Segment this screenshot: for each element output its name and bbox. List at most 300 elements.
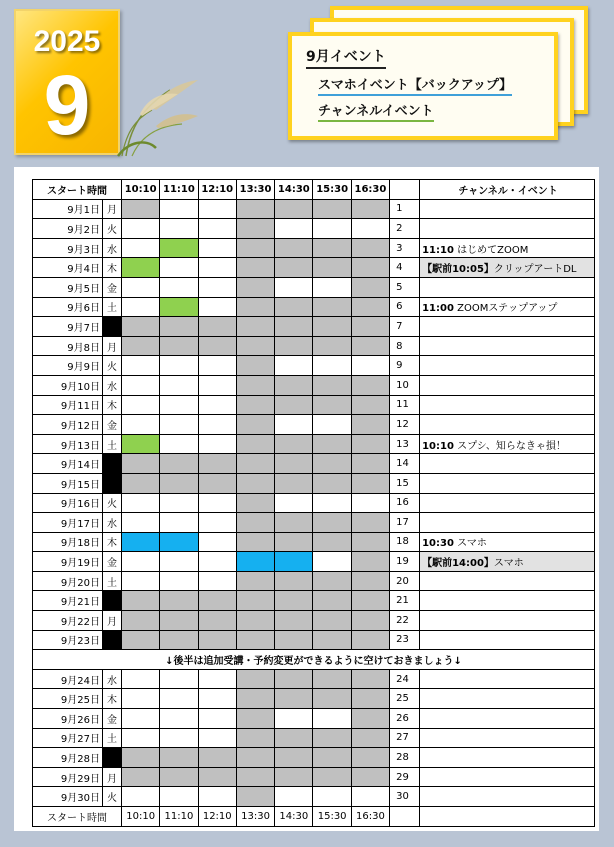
time-slot-cell[interactable] (275, 219, 313, 239)
event-footer (420, 807, 595, 827)
time-slot-cell[interactable] (351, 728, 389, 748)
time-slot-cell[interactable] (122, 532, 160, 552)
event-time: 10:30 (422, 538, 454, 550)
time-slot-cell[interactable] (275, 787, 313, 807)
table-row (33, 767, 595, 787)
time-slot-cell[interactable] (198, 434, 236, 454)
time-slot-cell[interactable] (351, 219, 389, 239)
time-slot-cell[interactable] (122, 473, 160, 493)
time-slot-cell[interactable] (236, 591, 274, 611)
time-slot-cell[interactable] (275, 767, 313, 787)
time-slot-cell[interactable] (275, 630, 313, 650)
day-number-cell: 7 (390, 317, 420, 337)
time-slot-cell[interactable] (236, 748, 274, 768)
time-slot-cell[interactable] (122, 630, 160, 650)
time-slot-cell[interactable] (275, 748, 313, 768)
time-slot-cell[interactable] (122, 493, 160, 513)
time-slot-cell[interactable] (198, 669, 236, 689)
time-slot-cell[interactable] (198, 709, 236, 729)
time-slot-cell[interactable] (198, 787, 236, 807)
note-card-front (288, 32, 558, 140)
time-slot-cell[interactable] (351, 336, 389, 356)
time-slot-cell[interactable] (236, 571, 274, 591)
table-row (33, 493, 595, 513)
time-slot-cell[interactable] (198, 454, 236, 474)
time-slot-cell[interactable] (313, 238, 351, 258)
time-slot-cell[interactable] (198, 611, 236, 631)
time-slot-cell[interactable] (122, 689, 160, 709)
event-time: 10:10 (422, 440, 454, 452)
time-slot-cell[interactable] (160, 395, 198, 415)
day-number-cell: 26 (390, 709, 420, 729)
notice-text: ↓後半は追加受講・予約変更ができるように空けておきましょう↓ (33, 650, 595, 670)
time-slot-cell[interactable] (236, 258, 274, 278)
time-slot-cell[interactable] (236, 317, 274, 337)
time-slot-cell[interactable] (198, 532, 236, 552)
event-text: はじめてZOOM (453, 244, 529, 256)
event-cell (420, 199, 595, 219)
time-slot-cell[interactable] (122, 277, 160, 297)
time-slot-cell[interactable] (351, 630, 389, 650)
time-slot-cell[interactable] (160, 787, 198, 807)
time-slot-cell[interactable] (313, 219, 351, 239)
event-cell (420, 787, 595, 807)
time-slot-cell[interactable] (122, 434, 160, 454)
time-slot-cell[interactable] (198, 336, 236, 356)
time-slot-cell[interactable] (275, 591, 313, 611)
time-slot-cell[interactable] (275, 199, 313, 219)
time-slot-cell[interactable] (236, 454, 274, 474)
month-badge (14, 9, 120, 155)
time-slot-cell[interactable] (160, 199, 198, 219)
time-header: 13:30 (236, 180, 274, 200)
time-slot-cell[interactable] (122, 611, 160, 631)
time-slot-cell[interactable] (160, 728, 198, 748)
time-slot-cell[interactable] (236, 611, 274, 631)
time-slot-cell[interactable] (313, 611, 351, 631)
event-text: スプシ、知らなきゃ損！ (453, 440, 566, 452)
time-slot-cell[interactable] (313, 336, 351, 356)
time-slot-cell[interactable] (198, 630, 236, 650)
time-slot-cell[interactable] (122, 238, 160, 258)
time-slot-cell[interactable] (198, 317, 236, 337)
date-cell: 9月13日 (33, 434, 103, 454)
time-slot-cell[interactable] (351, 591, 389, 611)
time-slot-cell[interactable] (313, 395, 351, 415)
time-slot-cell[interactable] (313, 513, 351, 533)
time-slot-cell[interactable] (313, 787, 351, 807)
time-footer: 11:10 (160, 807, 198, 827)
time-slot-cell[interactable] (236, 669, 274, 689)
time-slot-cell[interactable] (236, 787, 274, 807)
time-slot-cell[interactable] (275, 689, 313, 709)
time-slot-cell[interactable] (351, 375, 389, 395)
time-slot-cell[interactable] (313, 493, 351, 513)
time-slot-cell[interactable] (275, 297, 313, 317)
time-slot-cell[interactable] (313, 532, 351, 552)
time-slot-cell[interactable] (313, 473, 351, 493)
time-slot-cell[interactable] (313, 630, 351, 650)
time-slot-cell[interactable] (198, 689, 236, 709)
time-slot-cell[interactable] (275, 375, 313, 395)
time-slot-cell[interactable] (198, 356, 236, 376)
weekday-cell: 火 (103, 219, 122, 239)
event-cell (420, 689, 595, 709)
time-slot-cell[interactable] (160, 336, 198, 356)
time-slot-cell[interactable] (275, 434, 313, 454)
time-slot-cell[interactable] (122, 669, 160, 689)
time-slot-cell[interactable] (198, 395, 236, 415)
weekday-cell: 水 (103, 513, 122, 533)
note-title: 9月イベント (306, 46, 386, 69)
event-cell (420, 669, 595, 689)
time-slot-cell[interactable] (351, 669, 389, 689)
event-cell (420, 748, 595, 768)
time-slot-cell[interactable] (351, 552, 389, 572)
table-row (33, 317, 595, 337)
date-cell: 9月23日 (33, 630, 103, 650)
time-slot-cell[interactable] (160, 473, 198, 493)
time-slot-cell[interactable] (236, 513, 274, 533)
table-row (33, 689, 595, 709)
time-slot-cell[interactable] (275, 317, 313, 337)
time-slot-cell[interactable] (122, 395, 160, 415)
event-text: ZOOMステップアップ (453, 303, 558, 315)
time-slot-cell[interactable] (275, 513, 313, 533)
table-row (33, 336, 595, 356)
weekday-cell: 日 (103, 454, 122, 474)
table-row (33, 415, 595, 435)
time-footer: 15:30 (313, 807, 351, 827)
time-slot-cell[interactable] (236, 375, 274, 395)
time-slot-cell[interactable] (275, 552, 313, 572)
weekday-cell: 月 (103, 199, 122, 219)
time-slot-cell[interactable] (351, 199, 389, 219)
time-slot-cell[interactable] (313, 375, 351, 395)
time-slot-cell[interactable] (122, 454, 160, 474)
time-slot-cell[interactable] (313, 415, 351, 435)
time-slot-cell[interactable] (198, 375, 236, 395)
time-slot-cell[interactable] (275, 493, 313, 513)
time-slot-cell[interactable] (275, 473, 313, 493)
time-header: 10:10 (122, 180, 160, 200)
time-slot-cell[interactable] (198, 473, 236, 493)
time-slot-cell[interactable] (313, 317, 351, 337)
time-slot-cell[interactable] (122, 552, 160, 572)
time-slot-cell[interactable] (351, 748, 389, 768)
time-slot-cell[interactable] (160, 767, 198, 787)
time-slot-cell[interactable] (313, 591, 351, 611)
time-slot-cell[interactable] (351, 317, 389, 337)
time-slot-cell[interactable] (198, 238, 236, 258)
time-slot-cell[interactable] (198, 493, 236, 513)
time-slot-cell[interactable] (160, 611, 198, 631)
time-slot-cell[interactable] (275, 669, 313, 689)
time-slot-cell[interactable] (275, 356, 313, 376)
schedule-sheet (14, 167, 599, 831)
time-slot-cell[interactable] (236, 728, 274, 748)
time-slot-cell[interactable] (275, 454, 313, 474)
time-slot-cell[interactable] (313, 709, 351, 729)
day-number-cell: 12 (390, 415, 420, 435)
time-slot-cell[interactable] (351, 415, 389, 435)
time-slot-cell[interactable] (351, 297, 389, 317)
time-slot-cell[interactable] (122, 787, 160, 807)
time-slot-cell[interactable] (122, 748, 160, 768)
time-slot-cell[interactable] (351, 277, 389, 297)
time-slot-cell[interactable] (236, 709, 274, 729)
time-slot-cell[interactable] (236, 473, 274, 493)
day-number-cell: 30 (390, 787, 420, 807)
time-slot-cell[interactable] (313, 552, 351, 572)
weekday-cell: 金 (103, 709, 122, 729)
time-slot-cell[interactable] (160, 591, 198, 611)
event-notes (280, 4, 610, 154)
time-slot-cell[interactable] (275, 336, 313, 356)
time-slot-cell[interactable] (351, 709, 389, 729)
date-cell: 9月9日 (33, 356, 103, 376)
time-slot-cell[interactable] (122, 336, 160, 356)
time-slot-cell[interactable] (122, 297, 160, 317)
date-cell: 9月8日 (33, 336, 103, 356)
time-slot-cell[interactable] (236, 767, 274, 787)
time-slot-cell[interactable] (160, 297, 198, 317)
time-slot-cell[interactable] (198, 767, 236, 787)
time-slot-cell[interactable] (160, 532, 198, 552)
time-slot-cell[interactable] (122, 199, 160, 219)
time-slot-cell[interactable] (236, 493, 274, 513)
time-slot-cell[interactable] (351, 767, 389, 787)
weekday-cell: 金 (103, 277, 122, 297)
event-cell (420, 591, 595, 611)
time-slot-cell[interactable] (275, 611, 313, 631)
date-cell: 9月15日 (33, 473, 103, 493)
channel-event-link[interactable]: チャンネルイベント (318, 100, 434, 122)
time-slot-cell[interactable] (160, 258, 198, 278)
time-slot-cell[interactable] (236, 336, 274, 356)
time-slot-cell[interactable] (160, 375, 198, 395)
time-slot-cell[interactable] (160, 415, 198, 435)
time-slot-cell[interactable] (351, 454, 389, 474)
time-slot-cell[interactable] (313, 356, 351, 376)
time-slot-cell[interactable] (122, 219, 160, 239)
time-slot-cell[interactable] (236, 219, 274, 239)
time-slot-cell[interactable] (275, 728, 313, 748)
time-slot-cell[interactable] (160, 277, 198, 297)
time-slot-cell[interactable] (198, 571, 236, 591)
time-slot-cell[interactable] (313, 748, 351, 768)
day-number-cell: 10 (390, 375, 420, 395)
time-slot-cell[interactable] (313, 454, 351, 474)
event-cell (420, 375, 595, 395)
time-slot-cell[interactable] (275, 415, 313, 435)
event-cell (420, 297, 595, 317)
time-slot-cell[interactable] (122, 356, 160, 376)
table-header-row (33, 180, 595, 200)
time-slot-cell[interactable] (198, 513, 236, 533)
weekday-cell: 月 (103, 473, 122, 493)
table-row (33, 748, 595, 768)
time-slot-cell[interactable] (160, 454, 198, 474)
time-slot-cell[interactable] (160, 552, 198, 572)
time-slot-cell[interactable] (351, 571, 389, 591)
time-header: 16:30 (351, 180, 389, 200)
date-cell: 9月11日 (33, 395, 103, 415)
time-slot-cell[interactable] (122, 728, 160, 748)
time-slot-cell[interactable] (313, 199, 351, 219)
time-slot-cell[interactable] (198, 258, 236, 278)
time-footer: 10:10 (122, 807, 160, 827)
time-slot-cell[interactable] (351, 787, 389, 807)
time-slot-cell[interactable] (160, 669, 198, 689)
time-slot-cell[interactable] (313, 728, 351, 748)
time-slot-cell[interactable] (122, 375, 160, 395)
date-cell: 9月16日 (33, 493, 103, 513)
time-slot-cell[interactable] (160, 630, 198, 650)
time-slot-cell[interactable] (198, 415, 236, 435)
time-footer: 14:30 (275, 807, 313, 827)
time-slot-cell[interactable] (160, 689, 198, 709)
time-slot-cell[interactable] (351, 473, 389, 493)
day-number-cell: 19 (390, 552, 420, 572)
time-slot-cell[interactable] (198, 552, 236, 572)
weekday-cell: 日 (103, 591, 122, 611)
event-time: 11:10 (422, 244, 454, 256)
time-slot-cell[interactable] (275, 238, 313, 258)
time-slot-cell[interactable] (198, 728, 236, 748)
weekday-cell: 水 (103, 669, 122, 689)
time-slot-cell[interactable] (236, 277, 274, 297)
time-slot-cell[interactable] (313, 669, 351, 689)
time-slot-cell[interactable] (160, 434, 198, 454)
time-slot-cell[interactable] (160, 709, 198, 729)
time-slot-cell[interactable] (275, 277, 313, 297)
date-cell: 9月1日 (33, 199, 103, 219)
time-slot-cell[interactable] (198, 748, 236, 768)
table-row (33, 669, 595, 689)
start-time-footer: スタート時間 (33, 807, 122, 827)
event-text: スマホ (453, 538, 487, 550)
event-cell (420, 513, 595, 533)
table-row (33, 199, 595, 219)
time-slot-cell[interactable] (122, 415, 160, 435)
time-slot-cell[interactable] (275, 258, 313, 278)
date-cell: 9月14日 (33, 454, 103, 474)
day-number-cell: 17 (390, 513, 420, 533)
time-slot-cell[interactable] (160, 571, 198, 591)
day-number-cell: 24 (390, 669, 420, 689)
time-slot-cell[interactable] (275, 709, 313, 729)
time-slot-cell[interactable] (275, 571, 313, 591)
table-row (33, 434, 595, 454)
time-slot-cell[interactable] (351, 238, 389, 258)
time-slot-cell[interactable] (351, 258, 389, 278)
time-slot-cell[interactable] (160, 219, 198, 239)
time-slot-cell[interactable] (351, 689, 389, 709)
date-cell: 9月17日 (33, 513, 103, 533)
time-slot-cell[interactable] (160, 317, 198, 337)
time-slot-cell[interactable] (313, 258, 351, 278)
time-slot-cell[interactable] (351, 395, 389, 415)
time-slot-cell[interactable] (313, 277, 351, 297)
day-number-cell: 9 (390, 356, 420, 376)
time-slot-cell[interactable] (351, 356, 389, 376)
day-number-cell: 25 (390, 689, 420, 709)
time-slot-cell[interactable] (198, 591, 236, 611)
smartphone-event-link[interactable]: スマホイベント【バックアップ】 (318, 74, 512, 96)
event-cell (420, 415, 595, 435)
time-slot-cell[interactable] (351, 434, 389, 454)
event-time: 【駅前10:05】 (422, 264, 494, 276)
time-slot-cell[interactable] (351, 532, 389, 552)
time-slot-cell[interactable] (122, 709, 160, 729)
time-slot-cell[interactable] (236, 297, 274, 317)
date-cell: 9月27日 (33, 728, 103, 748)
event-cell (420, 258, 595, 278)
time-slot-cell[interactable] (351, 611, 389, 631)
time-slot-cell[interactable] (122, 591, 160, 611)
time-slot-cell[interactable] (198, 277, 236, 297)
time-slot-cell[interactable] (122, 571, 160, 591)
time-slot-cell[interactable] (122, 513, 160, 533)
time-slot-cell[interactable] (160, 356, 198, 376)
day-number-cell: 8 (390, 336, 420, 356)
event-cell (420, 219, 595, 239)
time-slot-cell[interactable] (275, 532, 313, 552)
time-slot-cell[interactable] (236, 434, 274, 454)
time-slot-cell[interactable] (236, 689, 274, 709)
time-slot-cell[interactable] (160, 513, 198, 533)
time-slot-cell[interactable] (351, 513, 389, 533)
day-number-cell: 14 (390, 454, 420, 474)
time-slot-cell[interactable] (160, 748, 198, 768)
time-slot-cell[interactable] (122, 317, 160, 337)
time-slot-cell[interactable] (313, 434, 351, 454)
weekday-cell: 火 (103, 787, 122, 807)
time-slot-cell[interactable] (236, 415, 274, 435)
time-slot-cell[interactable] (122, 767, 160, 787)
event-cell (420, 356, 595, 376)
time-slot-cell[interactable] (236, 630, 274, 650)
time-slot-cell[interactable] (313, 571, 351, 591)
event-cell (420, 395, 595, 415)
event-cell (420, 767, 595, 787)
time-slot-cell[interactable] (160, 238, 198, 258)
time-slot-cell[interactable] (160, 493, 198, 513)
time-slot-cell[interactable] (198, 297, 236, 317)
time-footer: 16:30 (351, 807, 389, 827)
time-slot-cell[interactable] (313, 297, 351, 317)
time-slot-cell[interactable] (236, 199, 274, 219)
time-slot-cell[interactable] (198, 199, 236, 219)
time-slot-cell[interactable] (236, 356, 274, 376)
time-slot-cell[interactable] (236, 395, 274, 415)
time-slot-cell[interactable] (236, 238, 274, 258)
table-row (33, 591, 595, 611)
time-slot-cell[interactable] (351, 493, 389, 513)
time-slot-cell[interactable] (313, 689, 351, 709)
date-cell: 9月20日 (33, 571, 103, 591)
time-slot-cell[interactable] (313, 767, 351, 787)
time-slot-cell[interactable] (275, 395, 313, 415)
time-slot-cell[interactable] (198, 219, 236, 239)
weekday-cell: 月 (103, 611, 122, 631)
time-slot-cell[interactable] (236, 552, 274, 572)
event-cell (420, 238, 595, 258)
day-number-cell: 13 (390, 434, 420, 454)
time-slot-cell[interactable] (236, 532, 274, 552)
time-slot-cell[interactable] (122, 258, 160, 278)
